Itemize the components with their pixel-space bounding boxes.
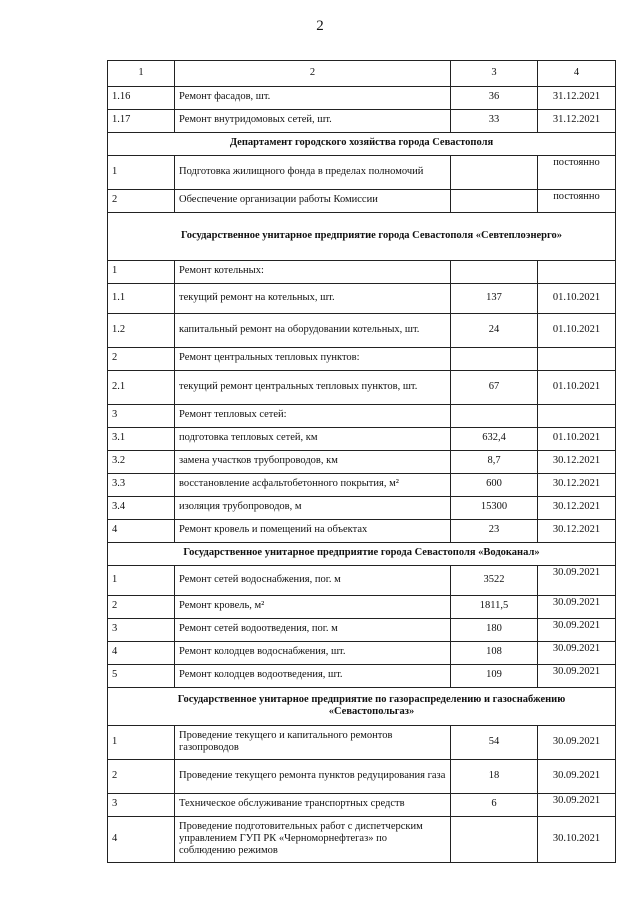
table-row: [108, 794, 616, 817]
row-number: 2: [108, 596, 175, 619]
row-number: 1: [108, 726, 175, 760]
table-header-row: [108, 61, 616, 87]
table-row: [108, 371, 616, 405]
row-quantity: [451, 156, 538, 190]
section-title: Департамент городского хозяйства города Севастополя: [108, 133, 616, 156]
page-number: 2: [316, 18, 324, 34]
row-name: Ремонт котельных:: [175, 261, 451, 284]
row-name: Ремонт фасадов, шт.: [175, 87, 451, 110]
row-number: 5: [108, 665, 175, 688]
row-name: текущий ремонт центральных тепловых пунктов, шт.: [175, 371, 451, 405]
row-quantity: [451, 190, 538, 213]
table-row: [108, 596, 616, 619]
row-name: Ремонт сетей водоснабжения, пог. м: [175, 566, 451, 596]
header-col-2: 2: [175, 61, 451, 87]
row-deadline: 30.09.2021: [538, 596, 616, 619]
row-deadline: 30.12.2021: [538, 520, 616, 543]
section-row: [108, 543, 616, 566]
row-number: 1.16: [108, 87, 175, 110]
row-name: Ремонт внутридомовых сетей, шт.: [175, 110, 451, 133]
row-deadline: постоянно: [538, 190, 616, 213]
row-name: Ремонт кровель и помещений на объектах: [175, 520, 451, 543]
row-quantity: 632,4: [451, 428, 538, 451]
table-row: [108, 156, 616, 190]
work-plan-table: [107, 60, 616, 863]
row-quantity: 1811,5: [451, 596, 538, 619]
row-deadline: 31.12.2021: [538, 87, 616, 110]
row-quantity: 23: [451, 520, 538, 543]
row-deadline: 30.09.2021: [538, 760, 616, 794]
row-name: замена участков трубопроводов, км: [175, 451, 451, 474]
table-row: [108, 619, 616, 642]
row-deadline: 30.09.2021: [538, 619, 616, 642]
row-name: Ремонт колодцев водоснабжения, шт.: [175, 642, 451, 665]
table-row: [108, 261, 616, 284]
section-title: Государственное унитарное предприятие по газораспределению и газоснабжению «Севастопольгаз»: [108, 688, 616, 726]
row-number: 3.4: [108, 497, 175, 520]
row-quantity: 3522: [451, 566, 538, 596]
row-name: Техническое обслуживание транспортных средств: [175, 794, 451, 817]
table-row: [108, 87, 616, 110]
table-row: [108, 760, 616, 794]
row-number: 1: [108, 261, 175, 284]
row-quantity: 137: [451, 284, 538, 314]
row-number: 1.2: [108, 314, 175, 348]
row-deadline: 30.12.2021: [538, 474, 616, 497]
table-row: [108, 665, 616, 688]
table-row: [108, 284, 616, 314]
row-number: 3: [108, 794, 175, 817]
row-number: 3.3: [108, 474, 175, 497]
row-number: 1.1: [108, 284, 175, 314]
table-row: [108, 642, 616, 665]
table-row: [108, 405, 616, 428]
row-deadline: 30.09.2021: [538, 665, 616, 688]
row-deadline: 01.10.2021: [538, 428, 616, 451]
row-number: 3: [108, 405, 175, 428]
row-quantity: 180: [451, 619, 538, 642]
table-row: [108, 428, 616, 451]
table-row: [108, 451, 616, 474]
row-quantity: 24: [451, 314, 538, 348]
section-row: [108, 133, 616, 156]
row-name: текущий ремонт на котельных, шт.: [175, 284, 451, 314]
row-number: 3.1: [108, 428, 175, 451]
row-deadline: 01.10.2021: [538, 371, 616, 405]
row-deadline: 30.12.2021: [538, 497, 616, 520]
row-quantity: [451, 348, 538, 371]
row-number: 3.2: [108, 451, 175, 474]
row-quantity: 33: [451, 110, 538, 133]
row-deadline: 30.10.2021: [538, 817, 616, 863]
row-name: Проведение текущего ремонта пунктов редуцирования газа: [175, 760, 451, 794]
table-row: [108, 314, 616, 348]
row-deadline: 30.09.2021: [538, 642, 616, 665]
row-deadline: 01.10.2021: [538, 314, 616, 348]
row-quantity: 18: [451, 760, 538, 794]
header-col-1: 1: [108, 61, 175, 87]
row-quantity: 108: [451, 642, 538, 665]
row-deadline: [538, 261, 616, 284]
row-name: Ремонт кровель, м²: [175, 596, 451, 619]
row-name: капитальный ремонт на оборудовании котельных, шт.: [175, 314, 451, 348]
section-row: [108, 213, 616, 261]
row-quantity: [451, 261, 538, 284]
table-row: [108, 566, 616, 596]
row-deadline: 30.12.2021: [538, 451, 616, 474]
row-quantity: 8,7: [451, 451, 538, 474]
table-row: [108, 474, 616, 497]
row-deadline: 31.12.2021: [538, 110, 616, 133]
row-quantity: 6: [451, 794, 538, 817]
row-number: 1: [108, 566, 175, 596]
row-number: 4: [108, 817, 175, 863]
row-quantity: 67: [451, 371, 538, 405]
table-row: [108, 520, 616, 543]
table-row: [108, 497, 616, 520]
row-name: Ремонт сетей водоотведения, пог. м: [175, 619, 451, 642]
row-name: Проведение подготовительных работ с диспетчерским управлением ГУП РК «Черноморнефтегаз» по соблюдению режимов: [175, 817, 451, 863]
row-number: 2: [108, 190, 175, 213]
row-deadline: 30.09.2021: [538, 566, 616, 596]
row-deadline: 30.09.2021: [538, 794, 616, 817]
row-number: 4: [108, 520, 175, 543]
row-name: Ремонт тепловых сетей:: [175, 405, 451, 428]
row-number: 2: [108, 760, 175, 794]
row-number: 3: [108, 619, 175, 642]
row-name: подготовка тепловых сетей, км: [175, 428, 451, 451]
table-row: [108, 110, 616, 133]
row-name: Обеспечение организации работы Комиссии: [175, 190, 451, 213]
row-name: Ремонт центральных тепловых пунктов:: [175, 348, 451, 371]
row-name: Проведение текущего и капитального ремонтов газопроводов: [175, 726, 451, 760]
row-name: изоляция трубопроводов, м: [175, 497, 451, 520]
table-row: [108, 726, 616, 760]
row-deadline: 01.10.2021: [538, 284, 616, 314]
row-deadline: постоянно: [538, 156, 616, 190]
header-col-4: 4: [538, 61, 616, 87]
row-name: восстановление асфальтобетонного покрытия, м²: [175, 474, 451, 497]
table-row: [108, 190, 616, 213]
section-title: Государственное унитарное предприятие города Севастополя «Водоканал»: [108, 543, 616, 566]
row-number: 1: [108, 156, 175, 190]
row-number: 4: [108, 642, 175, 665]
row-name: Подготовка жилищного фонда в пределах полномочий: [175, 156, 451, 190]
section-row: [108, 688, 616, 726]
row-quantity: 36: [451, 87, 538, 110]
table-row: [108, 348, 616, 371]
row-quantity: 109: [451, 665, 538, 688]
row-number: 2.1: [108, 371, 175, 405]
row-deadline: [538, 348, 616, 371]
row-deadline: 30.09.2021: [538, 726, 616, 760]
row-deadline: [538, 405, 616, 428]
row-number: 2: [108, 348, 175, 371]
table-row: [108, 817, 616, 863]
row-name: Ремонт колодцев водоотведения, шт.: [175, 665, 451, 688]
row-quantity: 15300: [451, 497, 538, 520]
row-quantity: [451, 817, 538, 863]
row-quantity: 600: [451, 474, 538, 497]
section-title: Государственное унитарное предприятие города Севастополя «Севтеплоэнерго»: [108, 213, 616, 261]
header-col-3: 3: [451, 61, 538, 87]
row-quantity: 54: [451, 726, 538, 760]
row-quantity: [451, 405, 538, 428]
row-number: 1.17: [108, 110, 175, 133]
